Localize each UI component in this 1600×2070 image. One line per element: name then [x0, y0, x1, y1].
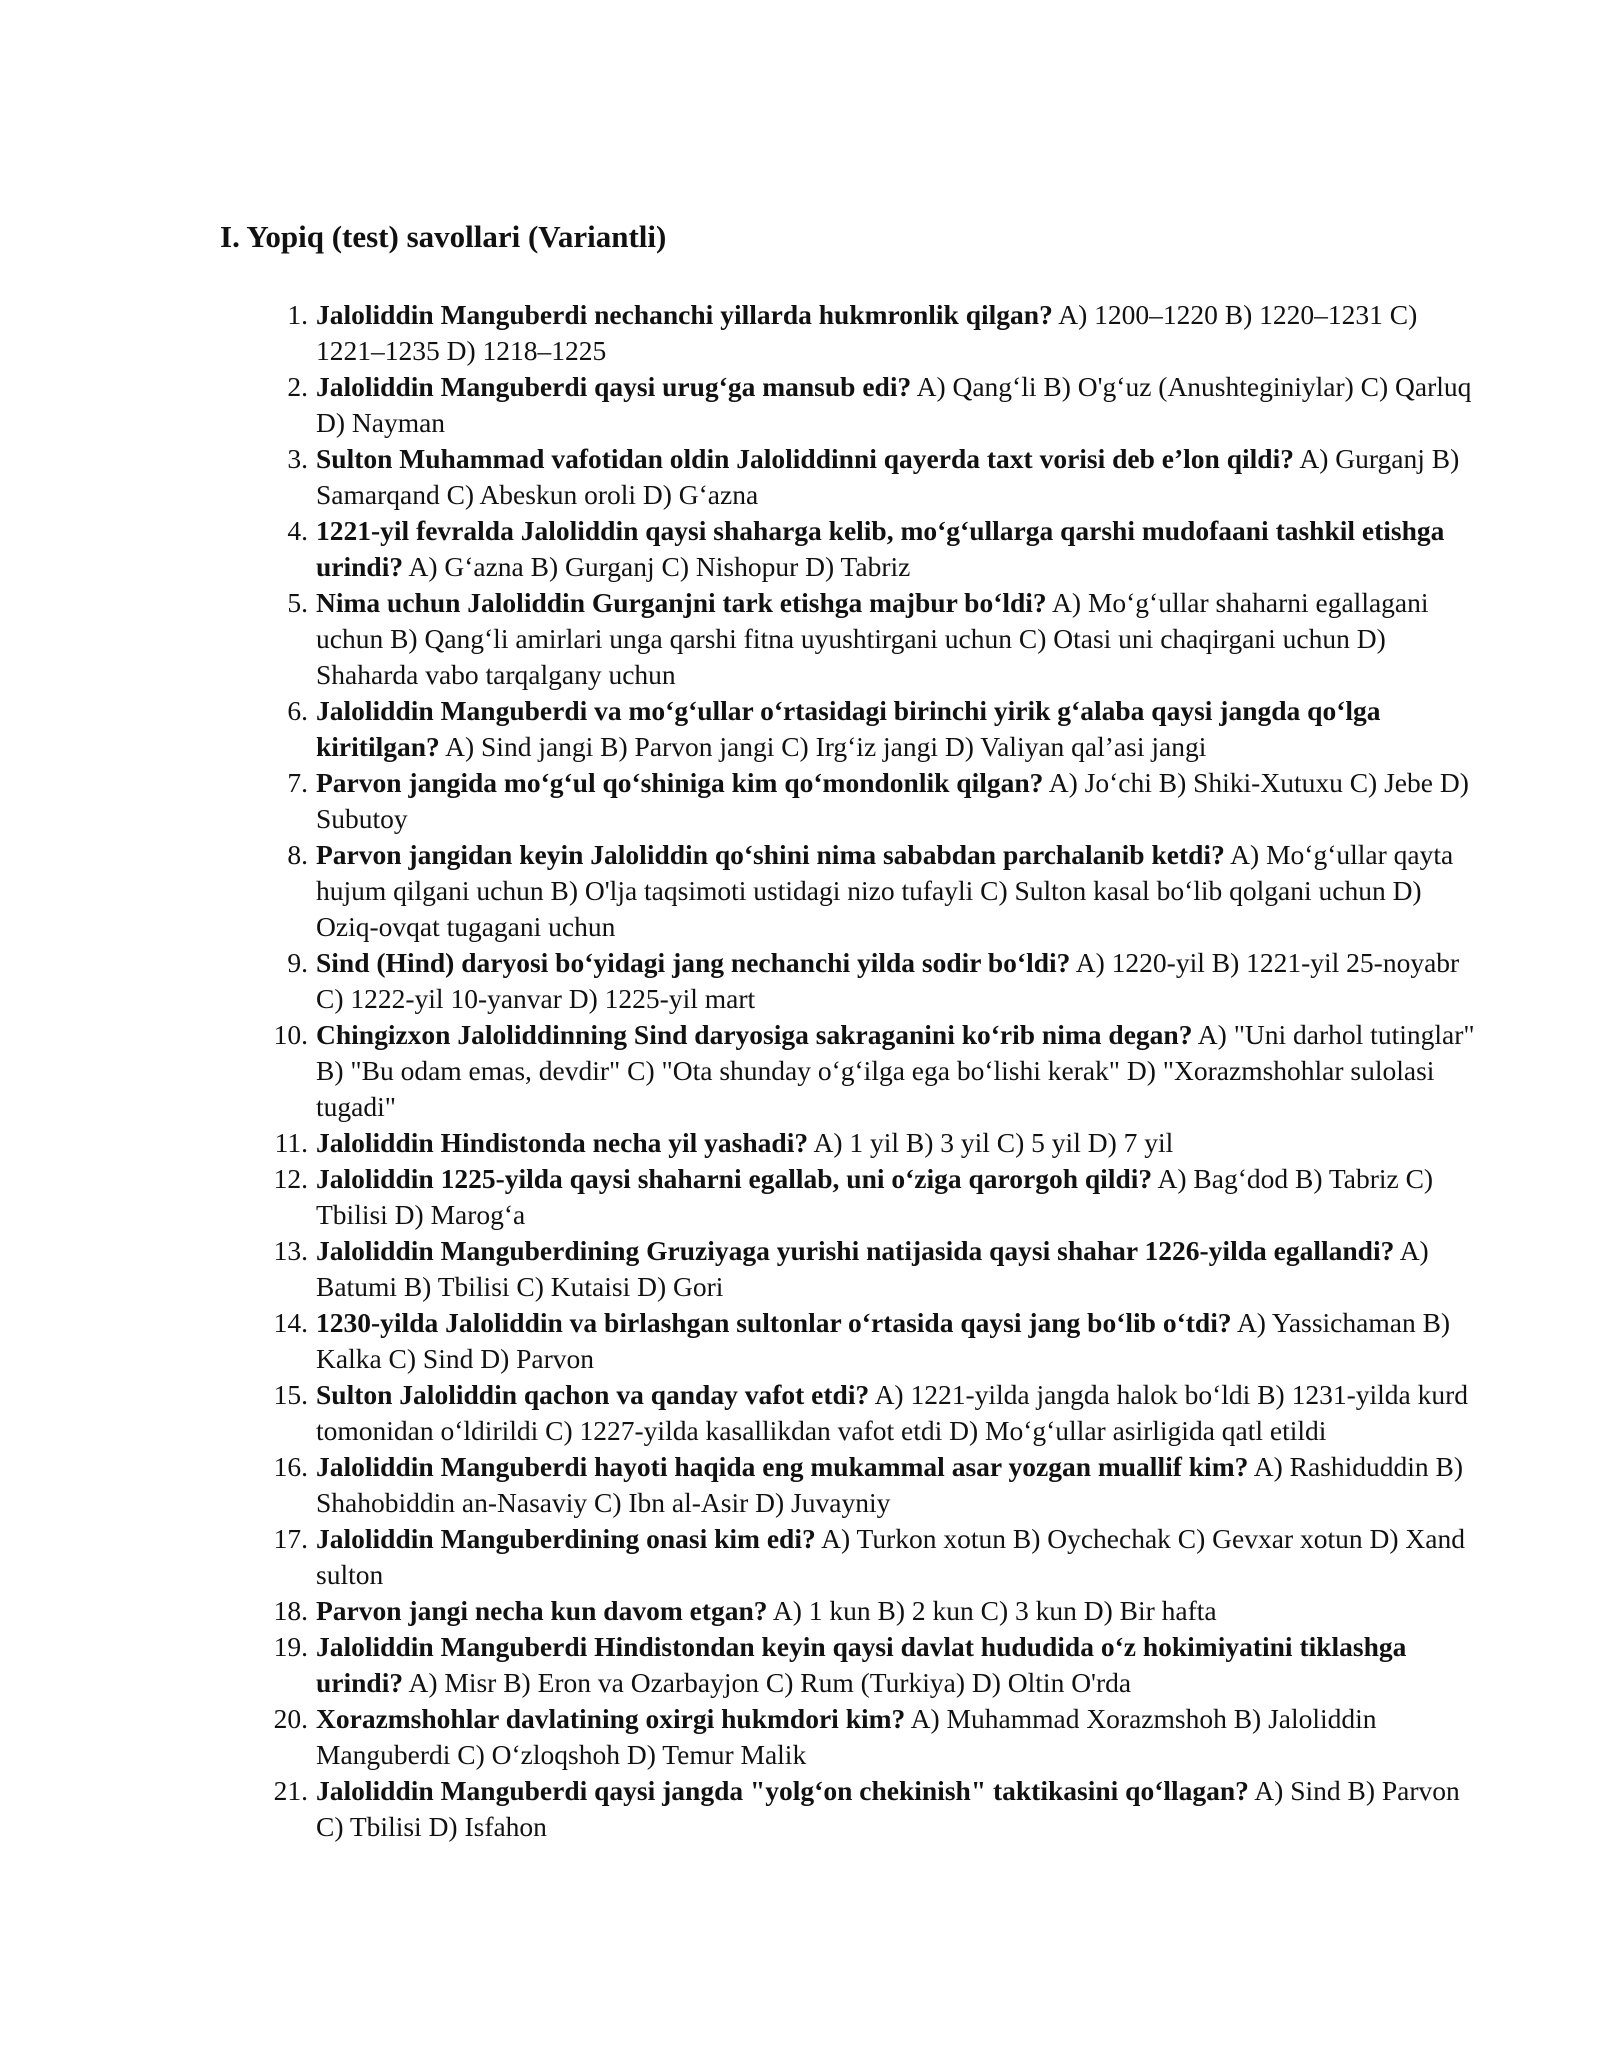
question-number: 5. — [287, 587, 308, 618]
question-text: Parvon jangi necha kun davom etgan? — [316, 1595, 768, 1626]
answer-options: A) Batumi B) Tbilisi C) Kutaisi D) Gori — [316, 1235, 1429, 1302]
question-item — [287, 765, 1491, 837]
question-text: Jaloliddin Manguberdi Hindistondan keyin qaysi davlat hududida o‘z hokimiyatini tiklashga urindi? — [316, 1631, 1407, 1698]
answer-options: A) 1 kun B) 2 kun C) 3 kun D) Bir hafta — [767, 1595, 1217, 1626]
question-item — [273, 1233, 1491, 1305]
answer-options: A) Muhammad Xorazmshoh B) Jaloliddin Manguberdi C) O‘zloqshoh D) Temur Malik — [316, 1703, 1377, 1770]
answer-options: A) 1200–1220 B) 1220–1231 C) 1221–1235 D) 1218–1225 — [316, 299, 1418, 366]
question-number: 6. — [287, 695, 308, 726]
question-item — [287, 945, 1491, 1017]
answer-options: A) Sind B) Parvon C) Tbilisi D) Isfahon — [316, 1775, 1460, 1842]
answer-options: A) Bag‘dod B) Tabriz C) Tbilisi D) Marog‘a — [316, 1163, 1434, 1230]
question-number: 20. — [273, 1703, 308, 1734]
question-number: 15. — [273, 1379, 308, 1410]
question-text: Xorazmshohlar davlatining oxirgi hukmdori kim? — [316, 1703, 906, 1734]
answer-options: A) 1220-yil B) 1221-yil 25-noyabr C) 1222-yil 10-yanvar D) 1225-yil mart — [316, 947, 1460, 1014]
question-number: 3. — [287, 443, 308, 474]
question-text: 1221-yil fevralda Jaloliddin qaysi shaharga kelib, mo‘g‘ullarga qarshi mudofaani tashkil etishga urindi? — [316, 515, 1445, 582]
question-item — [273, 1449, 1491, 1521]
question-number: 10. — [273, 1019, 308, 1050]
answer-options: A) Mo‘g‘ullar shaharni egallagani uchun B) Qang‘li amirlari unga qarshi fitna uyushtirgani uchun C) Otasi uni chaqirgani uchun D) Shaharda vabo tarqalgany uchun — [316, 587, 1429, 690]
question-text: Parvon jangidan keyin Jaloliddin qo‘shini nima sababdan parchalanib ketdi? — [316, 839, 1225, 870]
question-item — [273, 1629, 1491, 1701]
answer-options: A) Turkon xotun B) Oychechak C) Gevxar xotun D) Xand sulton — [316, 1523, 1465, 1590]
question-item — [287, 585, 1491, 693]
answer-options: A) 1221-yilda jangda halok bo‘ldi B) 1231-yilda kurd tomonidan o‘ldirildi C) 1227-yilda kasallikdan vafot etdi D) Mo‘g‘ullar asirligida qatl etildi — [316, 1379, 1469, 1446]
question-text: Jaloliddin Manguberdi nechanchi yillarda hukmronlik qilgan? — [316, 299, 1053, 330]
answer-options: A) "Uni darhol tutinglar" B) "Bu odam emas, devdir" C) "Ota shunday o‘g‘ilga ega bo‘lishi kerak" D) "Xorazmshohlar sulolasi tugadi" — [316, 1019, 1475, 1122]
answer-options: A) Gurganj B) Samarqand C) Abeskun oroli D) G‘azna — [316, 443, 1460, 510]
question-item — [273, 1593, 1491, 1629]
question-number: 16. — [273, 1451, 308, 1482]
question-text: Jaloliddin Manguberdi va mo‘g‘ullar o‘rtasidagi birinchi yirik g‘alaba qaysi jangda qo‘lga kiritilgan? — [316, 695, 1381, 762]
question-number: 17. — [273, 1523, 308, 1554]
question-text: Jaloliddin Manguberdi hayoti haqida eng mukammal asar yozgan muallif kim? — [316, 1451, 1249, 1482]
question-text: Jaloliddin Manguberdi qaysi jangda "yolg‘on chekinish" taktikasini qo‘llagan? — [316, 1775, 1249, 1806]
question-item — [287, 369, 1491, 441]
question-item — [273, 1701, 1491, 1773]
question-item — [273, 1773, 1491, 1845]
question-text: Parvon jangida mo‘g‘ul qo‘shiniga kim qo‘mondonlik qilgan? — [316, 767, 1044, 798]
question-text: Jaloliddin Manguberdining onasi kim edi? — [316, 1523, 816, 1554]
answer-options: A) Mo‘g‘ullar qayta hujum qilgani uchun B) O'lja taqsimoti ustidagi nizo tufayli C) Sulton kasal bo‘lib qolgani uchun D) Oziq-ovqat tugagani uchun — [316, 839, 1454, 942]
question-list — [273, 297, 1491, 1845]
answer-options: A) Sind jangi B) Parvon jangi C) Irg‘iz jangi D) Valiyan qal’asi jangi — [439, 731, 1207, 762]
question-text: Jaloliddin Manguberdining Gruziyaga yurishi natijasida qaysi shahar 1226-yilda egallandi? — [316, 1235, 1395, 1266]
question-number: 19. — [273, 1631, 308, 1662]
question-number: 2. — [287, 371, 308, 402]
question-item — [273, 1161, 1491, 1233]
question-item — [287, 513, 1491, 585]
question-item — [273, 1377, 1491, 1449]
answer-options: A) Rashiduddin B) Shahobiddin an-Nasaviy C) Ibn al-Asir D) Juvayniy — [316, 1451, 1464, 1518]
question-text: Jaloliddin Manguberdi qaysi urug‘ga mansub edi? — [316, 371, 912, 402]
question-text: Jaloliddin Hindistonda necha yil yashadi? — [316, 1127, 809, 1158]
question-item — [287, 441, 1491, 513]
question-number: 4. — [287, 515, 308, 546]
answer-options: A) Jo‘chi B) Shiki-Xutuxu C) Jebe D) Subutoy — [316, 767, 1469, 834]
question-item — [274, 1125, 1491, 1161]
question-number: 18. — [273, 1595, 308, 1626]
question-text: Sind (Hind) daryosi bo‘yidagi jang nechanchi yilda sodir bo‘ldi? — [316, 947, 1071, 978]
question-text: Jaloliddin 1225-yilda qaysi shaharni egallab, uni o‘ziga qarorgoh qildi? — [316, 1163, 1153, 1194]
question-text: Sulton Jaloliddin qachon va qanday vafot etdi? — [316, 1379, 870, 1410]
question-number: 9. — [287, 947, 308, 978]
question-item — [273, 1017, 1491, 1125]
question-number: 8. — [287, 839, 308, 870]
answer-options: A) 1 yil B) 3 yil C) 5 yil D) 7 yil — [808, 1127, 1174, 1158]
answer-options: A) G‘azna B) Gurganj C) Nishopur D) Tabriz — [403, 551, 911, 582]
question-item — [287, 693, 1491, 765]
answer-options: A) Misr B) Eron va Ozarbayjon C) Rum (Turkiya) D) Oltin O'rda — [403, 1667, 1132, 1698]
question-text: Nima uchun Jaloliddin Gurganjni tark etishga majbur bo‘ldi? — [316, 587, 1047, 618]
question-number: 12. — [273, 1163, 308, 1194]
question-number: 14. — [273, 1307, 308, 1338]
question-number: 21. — [273, 1775, 308, 1806]
answer-options: A) Yassichaman B) Kalka C) Sind D) Parvon — [316, 1307, 1451, 1374]
question-text: Sulton Muhammad vafotidan oldin Jaloliddinni qayerda taxt vorisi deb e’lon qildi? — [316, 443, 1294, 474]
question-text: 1230-yilda Jaloliddin va birlashgan sultonlar o‘rtasida qaysi jang bo‘lib o‘tdi? — [316, 1307, 1232, 1338]
question-item — [273, 1305, 1491, 1377]
question-number: 11. — [274, 1127, 308, 1158]
question-item — [287, 837, 1491, 945]
question-number: 7. — [287, 767, 308, 798]
question-item — [287, 297, 1491, 369]
question-number: 1. — [287, 299, 308, 330]
section-heading: I. Yopiq (test) savollari (Variantli) — [220, 219, 667, 254]
question-number: 13. — [273, 1235, 308, 1266]
question-text: Chingizxon Jaloliddinning Sind daryosiga sakraganini ko‘rib nima degan? — [316, 1019, 1193, 1050]
question-item — [273, 1521, 1491, 1593]
answer-options: A) Qang‘li B) O'g‘uz (Anushteginiylar) C) Qarluq D) Nayman — [316, 371, 1472, 438]
